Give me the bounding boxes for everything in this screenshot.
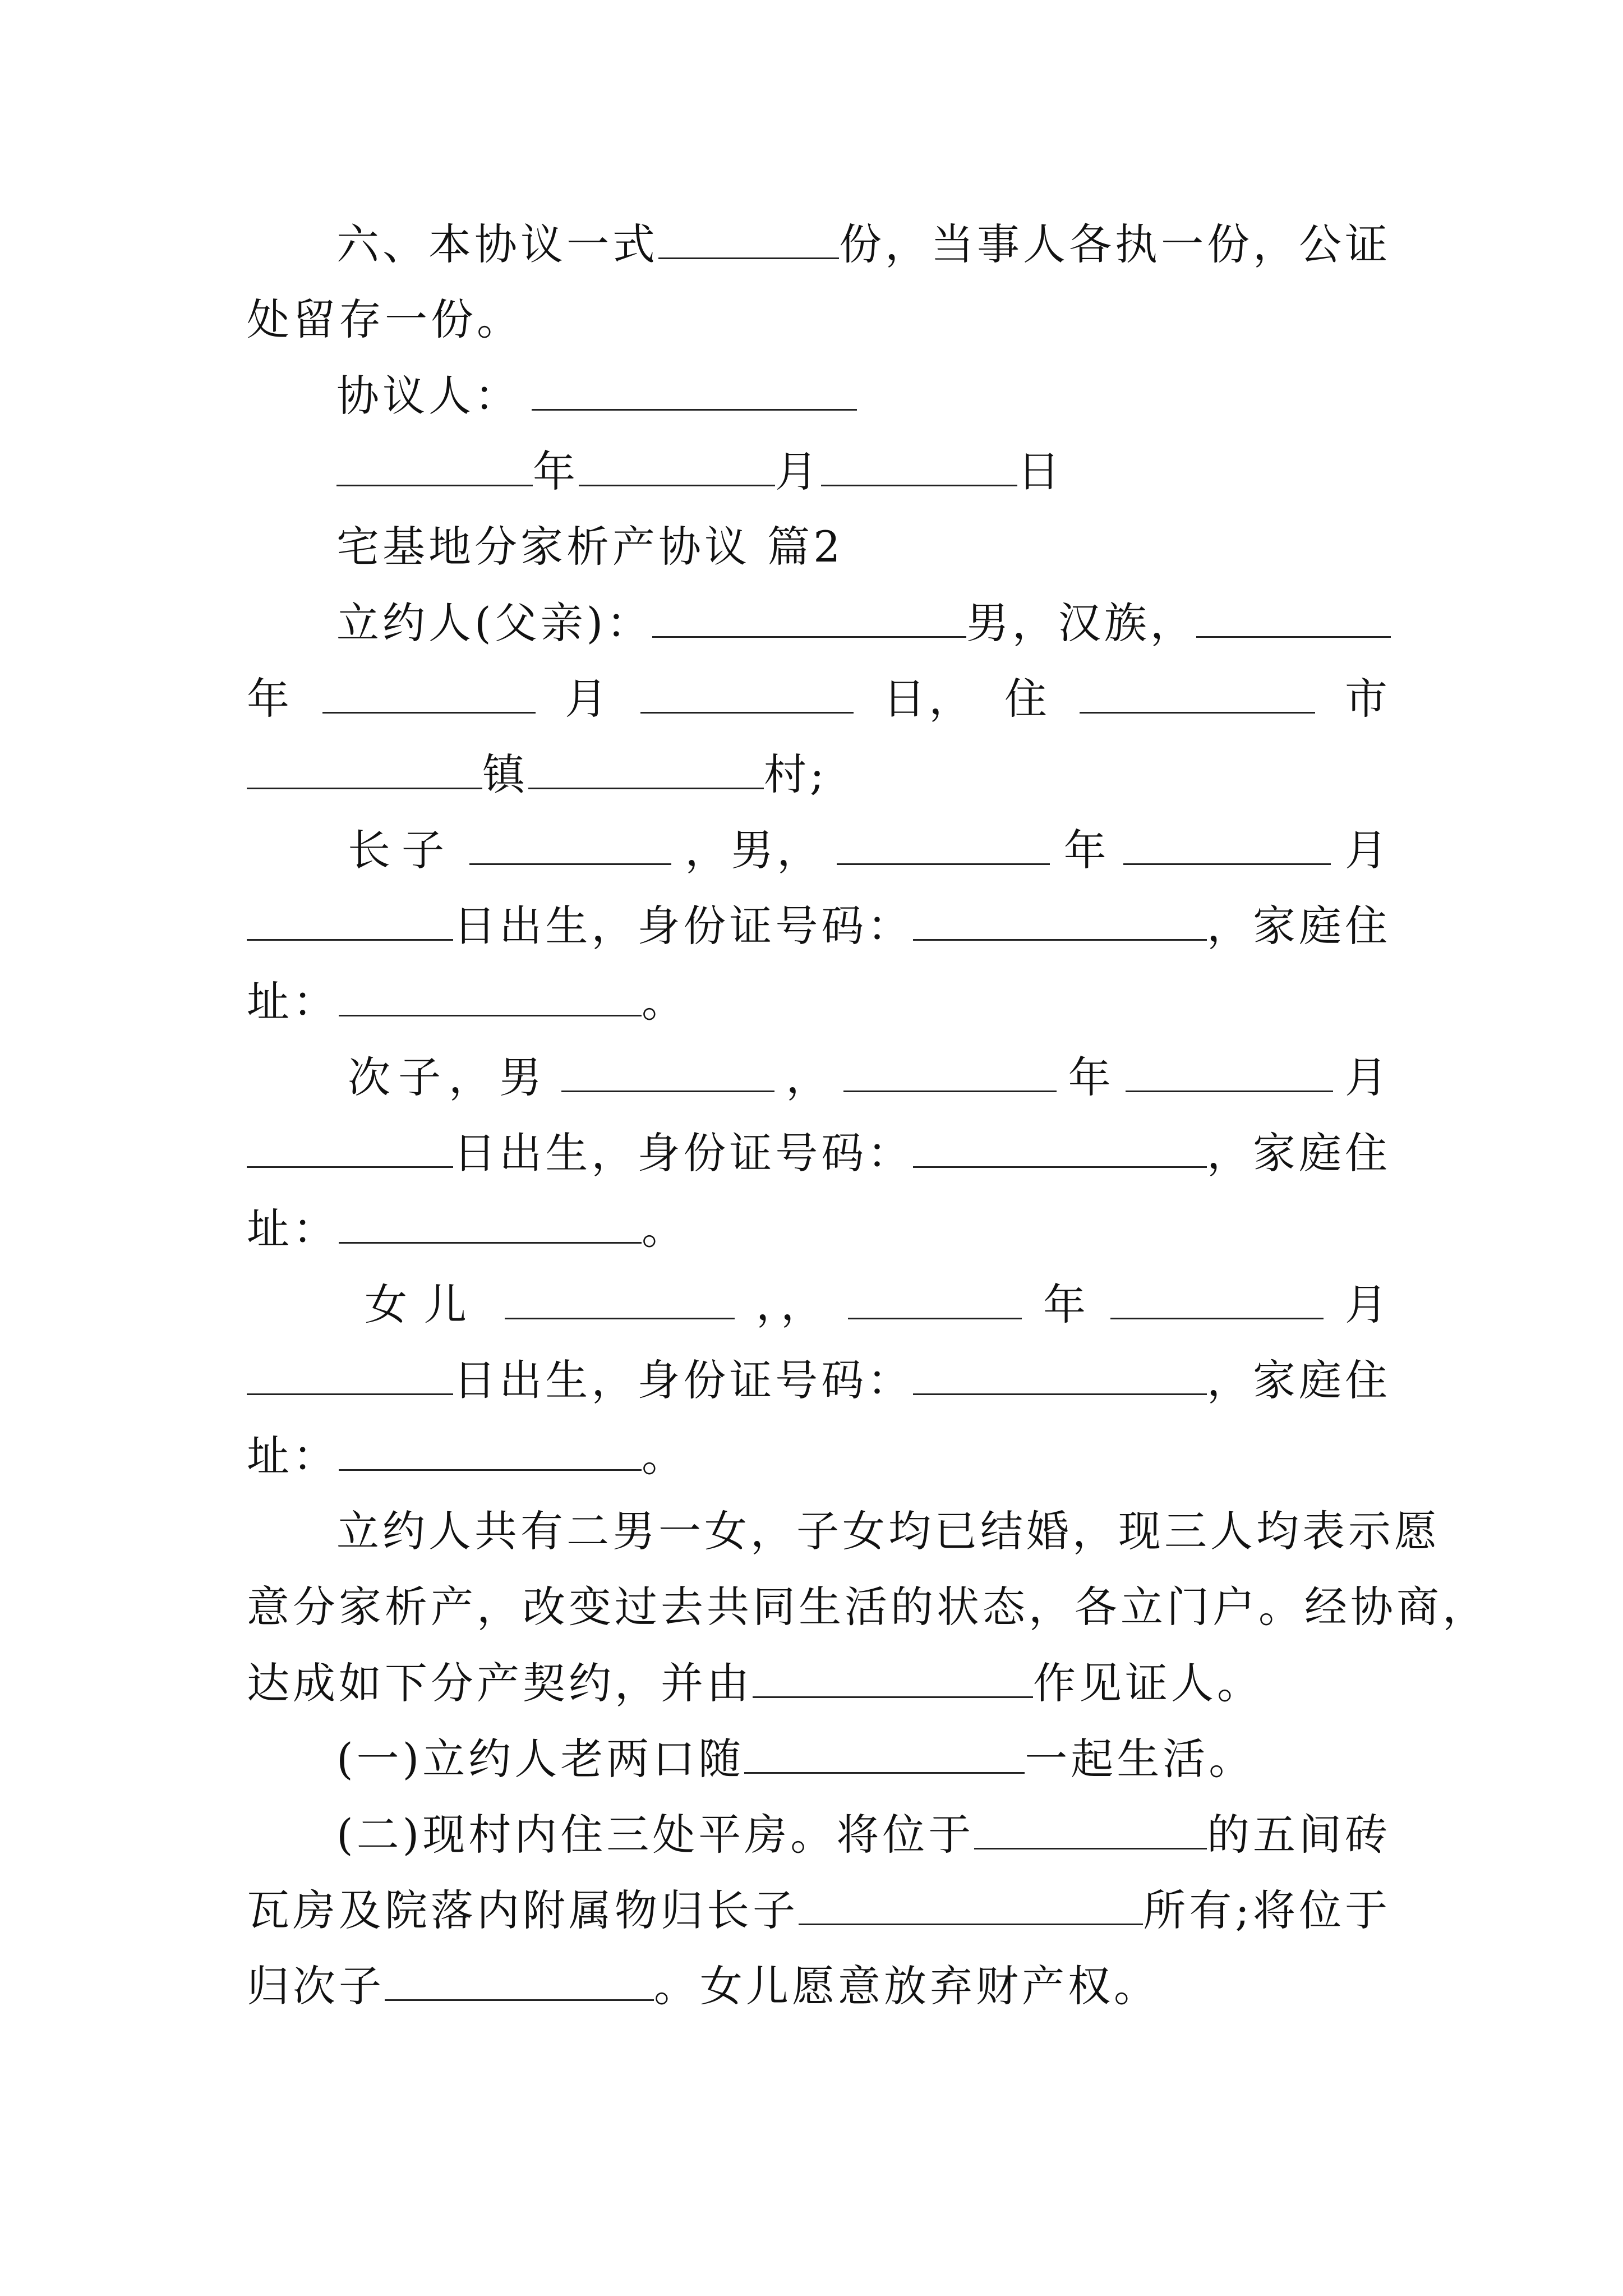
witness-blank[interactable] (753, 1655, 1033, 1698)
son2-year-blank[interactable] (843, 1049, 1057, 1092)
item-one-text-a: (一)立约人老两口随 (336, 1734, 745, 1784)
clause-six-text-b: 份，当事人各执一份，公证 (839, 219, 1391, 269)
son2-address-blank[interactable] (339, 1200, 642, 1244)
eldest-son-blank[interactable] (799, 1882, 1143, 1925)
father-day-label: 日， (883, 674, 975, 724)
son1-address-label-b: 址： (247, 977, 339, 1027)
son2-period: 。 (642, 1204, 688, 1254)
copies-blank[interactable] (658, 216, 839, 259)
item-two-text-c: 瓦房及院落内附属物归长子 (247, 1885, 799, 1935)
body-line-3 (247, 1655, 1391, 1711)
daughter-line-3 (247, 1428, 1391, 1484)
section-heading (247, 519, 1391, 575)
father-label: 立约人(父亲)： (336, 598, 653, 648)
daughter-period: 。 (642, 1431, 688, 1481)
son1-month-label: 月 (1344, 825, 1391, 875)
daughter-address-label-a: ，家庭住 (1207, 1355, 1391, 1405)
daughter-commas: ，， (756, 1280, 827, 1329)
father-day-blank[interactable] (640, 670, 854, 714)
daughter-line-1 (247, 1276, 1391, 1332)
father-city-label: 市 (1344, 674, 1391, 724)
father-month-blank[interactable] (322, 670, 536, 714)
clause-six-line-2: 处留存一份。 (247, 295, 523, 344)
date-month-blank[interactable] (579, 443, 775, 486)
son2-line-1 (247, 1049, 1391, 1105)
father-month-label: 月 (565, 674, 611, 724)
son2-id-label: 日出生，身份证号码： (453, 1128, 914, 1178)
date-day-blank[interactable] (821, 443, 1017, 486)
clause-six-text-a: 六、本协议一式 (336, 219, 658, 269)
father-line-1 (247, 595, 1391, 651)
date-year-label: 年 (533, 447, 579, 496)
son1-year-label: 年 (1063, 825, 1110, 875)
signatory-line (247, 367, 1391, 424)
clause-six-line-1 (247, 216, 1391, 272)
son1-line-1 (247, 822, 1391, 878)
daughter-id-label: 日出生，身份证号码： (453, 1355, 914, 1405)
father-live-label: 住 (1004, 674, 1050, 724)
item-two-text-a: (二)现村内住三处平房。将位于 (336, 1810, 975, 1860)
son2-name-blank[interactable] (561, 1049, 774, 1092)
son2-line-3 (247, 1200, 1391, 1257)
daughter-day-blank[interactable] (247, 1352, 453, 1395)
item-two-line-1 (247, 1806, 1391, 1862)
body-text-3b: 作见证人。 (1033, 1658, 1263, 1708)
body-text-1: 立约人共有二男一女，子女均已结婚，现三人均表示愿 (336, 1506, 1440, 1556)
item-two-line-3 (247, 1958, 1391, 2014)
date-year-blank[interactable] (336, 443, 533, 486)
body-line-2: 意分家析产，改变过去共同生活的状态，各立门户。经协商， (247, 1582, 1488, 1632)
daughter-month-label: 月 (1345, 1280, 1391, 1329)
date-month-label: 月 (775, 447, 821, 496)
son1-day-blank[interactable] (247, 898, 453, 941)
son2-line-2 (247, 1125, 1391, 1181)
daughter-year-blank[interactable] (848, 1276, 1022, 1319)
son1-line-3 (247, 973, 1391, 1029)
daughter-address-label-b: 址： (247, 1431, 339, 1481)
item-two-line-2 (247, 1882, 1391, 1938)
son2-id-blank[interactable] (913, 1125, 1207, 1168)
son1-id-label: 日出生，身份证号码： (453, 901, 914, 951)
item-two-text-b: 的五间砖 (1207, 1810, 1391, 1860)
father-town-blank[interactable] (247, 746, 482, 789)
body-line-1 (247, 1503, 1440, 1559)
signatory-blank[interactable] (532, 367, 857, 411)
section-heading-text: 宅基地分家析产协议 篇2 (336, 522, 844, 572)
daughter-label: 女儿 (365, 1280, 483, 1329)
father-gender-ethnicity: 男，汉族， (966, 598, 1196, 648)
body-text-3a: 达成如下分产契约，并由 (247, 1658, 753, 1708)
signatory-label: 协议人： (336, 371, 520, 421)
father-line-2 (247, 670, 1391, 726)
daughter-month-blank[interactable] (1110, 1276, 1324, 1319)
son2-label: 次子，男 (348, 1052, 550, 1102)
father-village-label: 村; (764, 749, 828, 799)
son1-line-2 (247, 898, 1391, 954)
son1-label: 长子 (348, 825, 455, 875)
father-town-label: 镇 (482, 749, 528, 799)
father-birth-year-blank[interactable] (1196, 595, 1391, 638)
daughter-address-blank[interactable] (339, 1428, 642, 1471)
son1-period: 。 (642, 977, 688, 1027)
son1-id-blank[interactable] (913, 898, 1207, 941)
house-location-blank[interactable] (974, 1806, 1207, 1849)
father-name-blank[interactable] (652, 595, 966, 638)
father-line-3 (247, 746, 1391, 802)
daughter-id-blank[interactable] (913, 1352, 1207, 1395)
date-line (247, 443, 1391, 499)
second-son-blank[interactable] (385, 1958, 654, 2001)
son1-month-blank[interactable] (1123, 822, 1331, 865)
daughter-line-2 (247, 1352, 1391, 1408)
date-day-label: 日 (1017, 447, 1063, 496)
son1-gender: ，男， (685, 825, 823, 875)
son2-month-label: 月 (1344, 1052, 1391, 1102)
item-two-text-e: 归次子 (247, 1961, 385, 2011)
son1-name-blank[interactable] (469, 822, 671, 865)
son2-comma: ， (786, 1052, 832, 1102)
son2-month-blank[interactable] (1126, 1049, 1333, 1092)
son2-address-label-b: 址： (247, 1204, 339, 1254)
son1-year-blank[interactable] (837, 822, 1050, 865)
father-city-blank[interactable] (1080, 670, 1315, 714)
son2-address-label-a: ，家庭住 (1207, 1128, 1391, 1178)
father-year-label: 年 (247, 674, 293, 724)
son1-address-label-a: ，家庭住 (1207, 901, 1391, 951)
item-two-text-f: 。女儿愿意放弃财产权。 (654, 1961, 1160, 2011)
father-village-blank[interactable] (528, 746, 764, 789)
item-two-text-d: 所有;将位于 (1143, 1885, 1391, 1935)
cohabit-blank[interactable] (744, 1731, 1025, 1774)
daughter-year-label: 年 (1043, 1280, 1089, 1329)
son1-address-blank[interactable] (339, 973, 642, 1016)
item-one-line (247, 1731, 1391, 1787)
item-one-text-b: 一起生活。 (1025, 1734, 1255, 1784)
son2-day-blank[interactable] (247, 1125, 453, 1168)
son2-year-label: 年 (1068, 1052, 1114, 1102)
daughter-name-blank[interactable] (505, 1276, 735, 1319)
